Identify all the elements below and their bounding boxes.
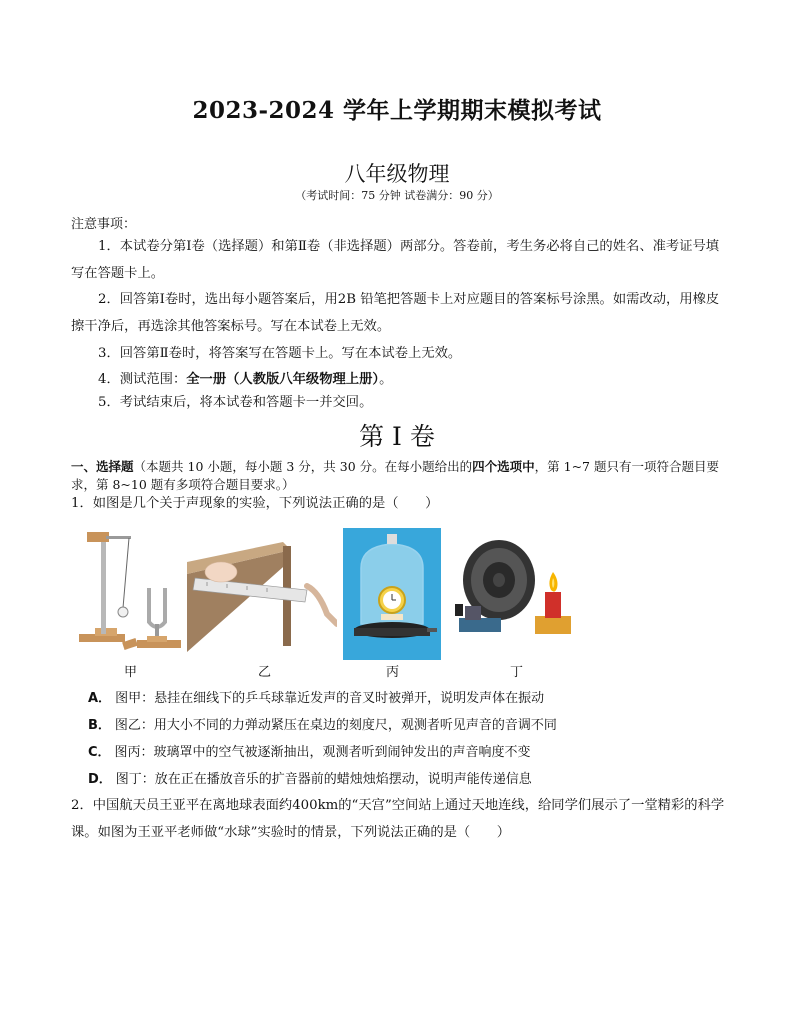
caption-jia: 甲 bbox=[124, 665, 138, 680]
exam-subject: 八年级物理 bbox=[344, 162, 450, 186]
question-1-figures bbox=[75, 528, 595, 663]
option-d: D． 图丁：放在正在播放音乐的扩音器前的蜡烛烛焰摆动，说明声能传递信息 bbox=[88, 772, 532, 787]
option-a: A． 图甲：悬挂在细线下的乒乓球靠近发声的音叉时被弹开，说明发声体在振动 bbox=[88, 691, 545, 706]
caption-yi: 乙 bbox=[258, 665, 272, 680]
caption-bing: 丙 bbox=[386, 665, 400, 680]
figure-yi-ruler bbox=[187, 542, 337, 652]
volume-title: 第 I 卷 bbox=[359, 422, 435, 451]
notice-item-3: 3．回答第Ⅱ卷时，将答案写在答题卡上。写在本试卷上无效。 bbox=[98, 346, 462, 361]
caption-ding: 丁 bbox=[510, 665, 524, 680]
notice-item-5: 5．考试结束后，将本试卷和答题卡一并交回。 bbox=[98, 395, 373, 410]
option-c: C． 图丙：玻璃罩中的空气被逐渐抽出，观测者听到闹钟发出的声音响度不变 bbox=[88, 745, 531, 760]
exam-info: （考试时间：75 分钟 试卷满分：90 分） bbox=[295, 189, 499, 202]
question-1-stem: 1．如图是几个关于声现象的实验，下列说法正确的是（ ） bbox=[71, 496, 439, 511]
test-scope: 全一册（人教版八年级物理上册） bbox=[186, 372, 380, 387]
exam-title: 2023-2024 学年上学期期末模拟考试 bbox=[192, 97, 602, 124]
notice-heading: 注意事项： bbox=[71, 217, 137, 232]
section-heading: 一、选择题（本题共 10 小题，每小题 3 分，共 30 分。在每小题给出的四个选项中，第 1~7 题只有一项符合题目要求，第 8~10 题有多项符合题目要求。） bbox=[71, 459, 719, 492]
question-1-options bbox=[88, 685, 728, 793]
notice-item-1: 1．本试卷分第Ⅰ卷（选择题）和第Ⅱ卷（非选择题）两部分。答卷前，考生务必将自己的姓名、准考证号填写在答题卡上。 bbox=[71, 239, 720, 281]
figure-bing-bell-jar bbox=[343, 528, 441, 660]
figure-jia-tuning-fork bbox=[75, 528, 187, 650]
option-b: B． 图乙：用大小不同的力弹动紧压在桌边的刻度尺，观测者听见声音的音调不同 bbox=[88, 718, 557, 733]
figure-ding-speaker-candle bbox=[451, 532, 581, 652]
notice-item-4: 4．测试范围：全一册（人教版八年级物理上册）。 bbox=[98, 372, 393, 387]
notice-item-2: 2．回答第Ⅰ卷时，选出每小题答案后，用2B 铅笔把答题卡上对应题目的答案标号涂黑。如需改动，用橡皮擦干净后，再选涂其他答案标号。写在本试卷上无效。 bbox=[71, 292, 720, 334]
question-2-stem: 2．中国航天员王亚平在离地球表面约400km的“天宫”空间站上通过天地连线，给同学们展示了一堂精彩的科学课。如图为王亚平老师做“水球”实验时的情景，下列说法正确的是（ ） bbox=[71, 798, 725, 840]
